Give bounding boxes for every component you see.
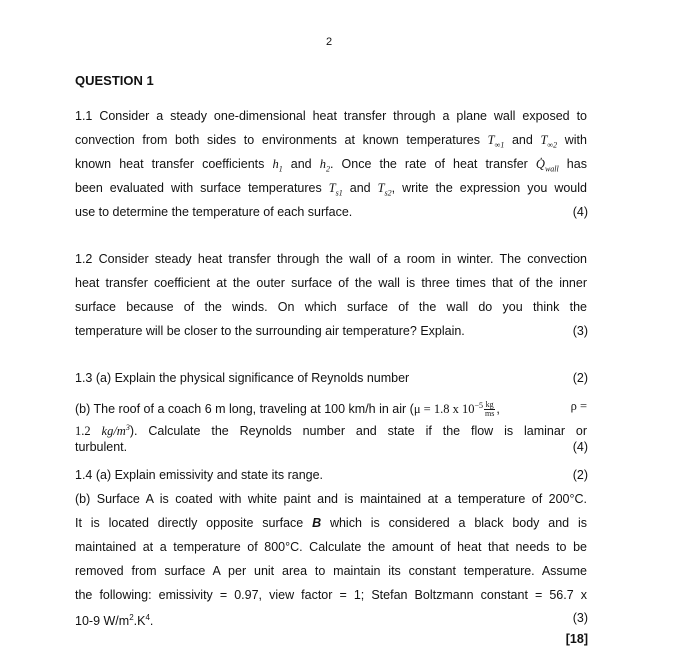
q1-4b-marks: (3) (572, 611, 588, 625)
q1-1-text: . Once the rate of heat transfer (329, 157, 528, 171)
fraction-numerator: kg (485, 400, 494, 410)
rho-symbol: ρ = (570, 399, 587, 413)
q1-3a-marks: (2) (572, 371, 588, 385)
q1-4b-line-3: maintained at a temperature of 800°C. Calculate the amount of heat that needs to be (75, 540, 587, 554)
q-wall-sub: wall (544, 164, 559, 174)
q1-4b-text: . (149, 614, 154, 629)
h1-sub: 1 (278, 164, 283, 174)
t-s1-sub: s1 (335, 188, 343, 198)
viscosity-unit-fraction (484, 401, 495, 418)
t-inf-2 (540, 133, 558, 150)
t-inf-1 (487, 133, 505, 150)
rho-unit-text: kg/m (101, 424, 126, 439)
q1-2-line-2: heat transfer coefficient at the outer surface of the wall is three times that of the inner (75, 276, 587, 290)
q1-1-line-5: use to determine the temperature of each surface. (75, 205, 353, 219)
q1-4a-marks: (2) (572, 468, 588, 482)
q1-1-and: and (349, 181, 371, 195)
q1-2-marks: (3) (572, 324, 588, 338)
h1-symbol: h (272, 157, 279, 171)
unit-exp-4: 4 (145, 613, 150, 622)
q1-4b-text: 10-9 W/m (75, 614, 130, 629)
q1-1-line-4 (75, 180, 587, 202)
t-s1-symbol: T (328, 181, 336, 195)
q1-1-line-2 (75, 132, 587, 154)
t-s1 (328, 181, 343, 198)
q1-1-and: and (511, 133, 533, 147)
q1-1-text: convection from both sides to environments at known temperatures (75, 133, 481, 147)
q1-2-line-3: surface because of the winds. On which surface of the wall do you think the (75, 300, 587, 314)
q1-3b-text: ). Calculate the Reynolds number and state if the flow is laminar or (129, 424, 587, 439)
q1-3b-text: (b) The roof of a coach 6 m long, traveling at 100 km/h in air ( (75, 402, 414, 417)
rho-unit-exp: 3 (125, 423, 130, 432)
q1-3b-line-3: turbulent. (75, 440, 128, 454)
q1-1-has: has (566, 157, 587, 171)
q1-3b-comma: , (496, 402, 500, 417)
t-s2 (377, 181, 392, 198)
q1-4b-text: .K (133, 614, 146, 629)
h2-symbol: h (319, 157, 326, 171)
q1-1-and: and (290, 157, 312, 171)
h2-sub: 2 (325, 164, 330, 174)
h1 (272, 157, 283, 174)
q1-1-text: known heat transfer coefficients (75, 157, 265, 171)
q1-4b-line-1: (b) Surface A is coated with white paint and is maintained at a temperature of 200°C. (75, 492, 587, 506)
q-wall (535, 157, 559, 174)
question-heading: QUESTION 1 (75, 73, 154, 88)
unit-exp-2: 2 (129, 613, 134, 622)
q1-1-marks: (4) (572, 205, 588, 219)
q1-4b-text: It is located directly opposite surface (75, 516, 304, 530)
total-marks: [18] (565, 632, 588, 646)
mu-text: μ = 1.8 x 10 (413, 402, 475, 417)
h2 (319, 157, 330, 174)
q1-4b-line-2 (75, 515, 587, 531)
mu-value (414, 402, 483, 416)
q1-4b-text: which is considered a black body and is (329, 516, 587, 530)
q1-2-line-4: temperature will be closer to the surrounding air temperature? Explain. (75, 324, 465, 338)
q1-1-line-3 (75, 156, 587, 178)
rho-unit (102, 424, 130, 438)
t-s2-sub: s2 (384, 188, 392, 198)
t-inf-1-symbol: T (487, 133, 495, 147)
q1-1-line-1: 1.1 Consider a steady one-dimensional heat transfer through a plane wall exposed to (75, 109, 587, 123)
q1-3a-text: 1.3 (a) Explain the physical significance of Reynolds number (75, 371, 410, 385)
t-inf-1-sub: ∞1 (494, 140, 505, 150)
mu-exponent: −5 (474, 401, 483, 410)
q1-3b-line-2 (75, 420, 587, 439)
q1-1-text: , write the expression you would (391, 181, 587, 195)
surface-b-label: B (312, 516, 322, 530)
fraction-denominator: ms (484, 409, 495, 419)
t-inf-2-sub: ∞2 (547, 140, 558, 150)
q1-4b-line-6 (75, 610, 587, 629)
q1-3b-line-1 (75, 398, 587, 418)
page-number: 2 (326, 36, 333, 48)
q-wall-symbol: Q̇ (535, 157, 545, 171)
q1-4a-text: 1.4 (a) Explain emissivity and state its range. (75, 468, 324, 482)
q1-4b-line-4: removed from surface A per unit area to maintain its constant temperature. Assume (75, 564, 587, 578)
q1-4b-line-5: the following: emissivity = 0.97, view factor = 1; Stefan Boltzmann constant = 56.7 x (75, 588, 587, 602)
t-s2-symbol: T (377, 181, 385, 195)
q1-1-with: with (564, 133, 587, 147)
t-inf-2-symbol: T (540, 133, 548, 147)
q1-3b-marks: (4) (572, 440, 588, 454)
rho-value: 1.2 (75, 424, 91, 439)
q1-1-text: been evaluated with surface temperatures (75, 181, 322, 195)
q1-2-line-1: 1.2 Consider steady heat transfer through the wall of a room in winter. The convection (75, 252, 587, 266)
